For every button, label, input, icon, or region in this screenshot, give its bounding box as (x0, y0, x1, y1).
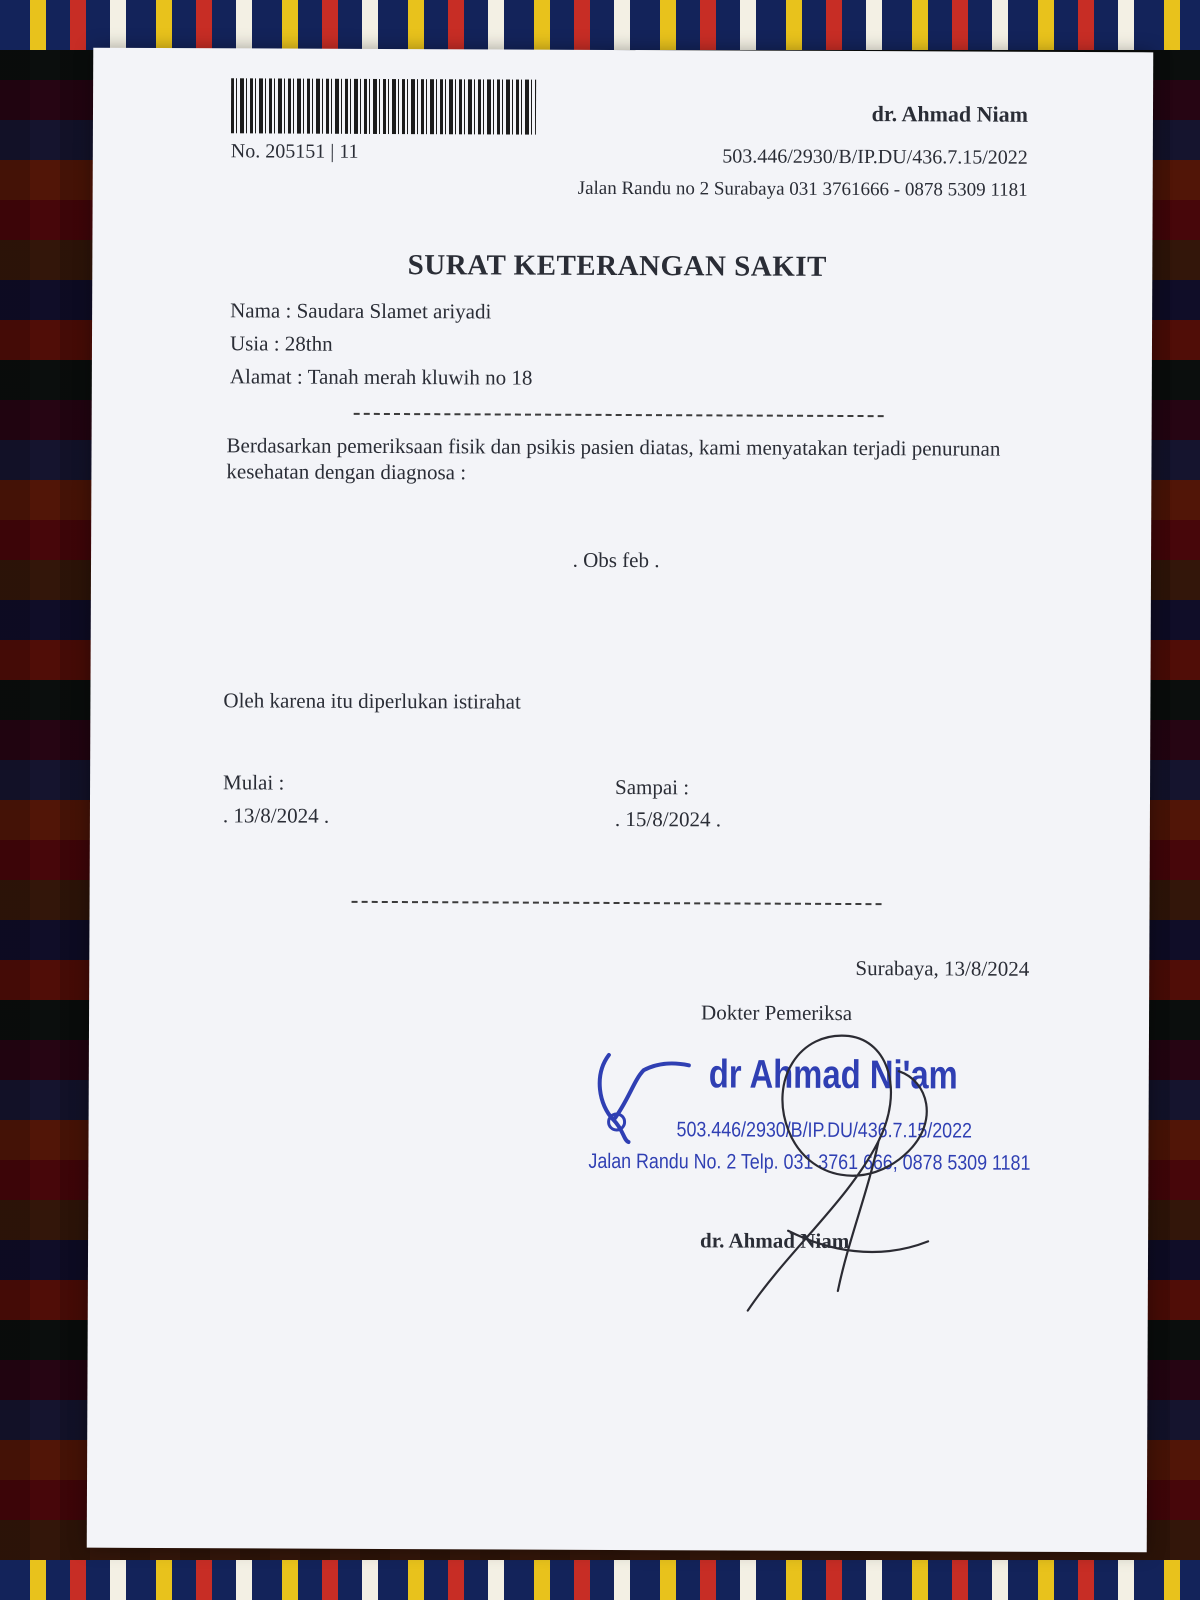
stamp-license: 503.446/2930/B/IP.DU/436.7.15/2022 (676, 1118, 973, 1143)
patient-age: Usia : 28thn (229, 331, 333, 356)
stamp-address: Jalan Randu No. 2 Telp. 031 3761 666, 0878 5309 1181 (588, 1149, 1031, 1175)
signer-name: dr. Ahmad Niam (700, 1228, 850, 1254)
end-label: Sampai : (615, 774, 690, 800)
sick-letter-document (87, 48, 1154, 1553)
background-pattern-top (0, 0, 1200, 50)
start-date: . 13/8/2024 . (222, 803, 330, 828)
patient-name: Nama : Saudara Slamet ariyadi (230, 298, 492, 324)
diagnosis: . Obs feb . (572, 547, 660, 573)
background-pattern-bottom (0, 1560, 1200, 1600)
examination-statement: Berdasarkan pemeriksaan fisik dan psikis pasien diatas, kami menyatakan terjadi penurunan kesehatan dengan diagnosa : (226, 433, 1001, 485)
place-date: Surabaya, 13/8/2024 (855, 956, 1030, 981)
clinic-address: Jalan Randu no 2 Surabaya 031 3761666 - 0878 5309 1181 (577, 177, 1028, 201)
divider (354, 413, 884, 417)
license-number: 503.446/2930/B/IP.DU/436.7.15/2022 (722, 145, 1028, 169)
stamp-doctor-name: dr Ahmad Ni'am (708, 1052, 958, 1098)
end-date: . 15/8/2024 . (614, 806, 722, 832)
document-title: SURAT KETERANGAN SAKIT (407, 249, 828, 283)
start-label: Mulai : (223, 770, 285, 795)
barcode (231, 78, 536, 134)
rest-requirement: Oleh karena itu diperlukan istirahat (223, 688, 521, 714)
divider (352, 901, 882, 905)
handwritten-signature (728, 990, 969, 1331)
doctor-header-name: dr. Ahmad Niam (871, 101, 1029, 127)
patient-address: Alamat : Tanah merah kluwih no 18 (229, 364, 533, 390)
document-number: No. 205151 | 11 (230, 140, 359, 163)
examiner-label: Dokter Pemeriksa (701, 1000, 853, 1026)
